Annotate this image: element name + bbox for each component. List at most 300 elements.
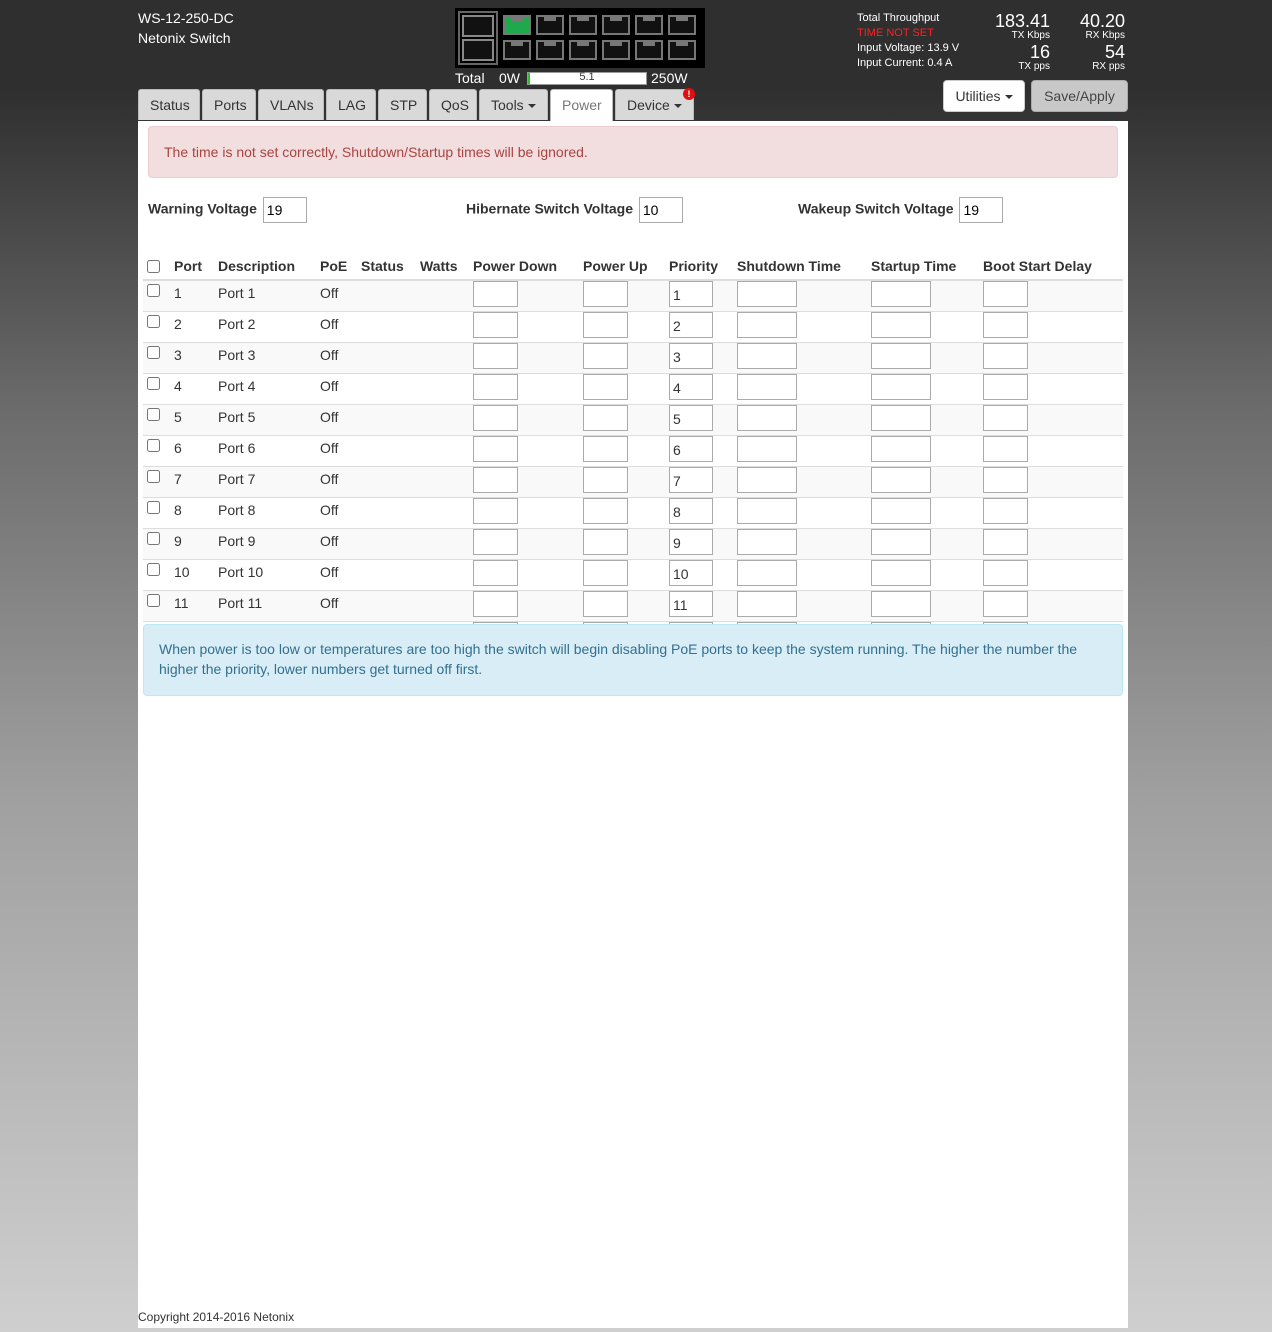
boot-start-delay-cell: [979, 374, 1123, 405]
power-down-input[interactable]: [473, 560, 518, 586]
power-down-cell: [469, 498, 579, 529]
shutdown-time-cell: [733, 467, 867, 498]
column-header: Power Up: [579, 253, 665, 280]
power-down-input[interactable]: [473, 312, 518, 338]
port-description: Port 8: [214, 498, 316, 529]
row-select-cell: [143, 529, 170, 560]
power-up-cell: [579, 560, 665, 591]
port-notch: [676, 16, 688, 21]
power-meter-bar: [527, 72, 647, 85]
shutdown-time-cell: [733, 280, 867, 312]
power-up-cell: [579, 529, 665, 560]
priority-input[interactable]: 3: [669, 343, 713, 369]
startup-time-cell: [867, 374, 979, 405]
power-down-input[interactable]: [473, 498, 518, 524]
row-checkbox[interactable]: [147, 439, 160, 452]
priority-cell: [665, 560, 733, 591]
row-select-cell: [143, 436, 170, 467]
priority-input[interactable]: 8: [669, 498, 713, 524]
priority-input[interactable]: 6: [669, 436, 713, 462]
poe-state: Off: [316, 436, 357, 467]
boot-start-delay-input[interactable]: [983, 436, 1028, 462]
row-checkbox[interactable]: [147, 563, 160, 576]
table-row: [143, 312, 1123, 343]
poe-state: Off: [316, 498, 357, 529]
tab-label: STP: [390, 97, 418, 113]
sfp-port-icon[interactable]: [462, 39, 494, 61]
startup-time-cell: [867, 343, 979, 374]
startup-time-cell: [867, 591, 979, 622]
shutdown-time-cell: [733, 436, 867, 467]
port-number: 10: [170, 560, 214, 591]
tab-label: VLANs: [270, 97, 314, 113]
port-notch: [544, 16, 556, 21]
column-header: Startup Time: [867, 253, 979, 280]
priority-info-alert: When power is too low or temperatures are too high the switch will begin disabling PoE ports to keep the system running. The higher the number the higher the priority, lower numbers get turned off first.: [143, 624, 1123, 696]
shutdown-time-input[interactable]: [737, 498, 797, 524]
power-down-cell: [469, 405, 579, 436]
column-header: Priority: [665, 253, 733, 280]
port-notch: [511, 16, 523, 21]
rx-kbps-value: 40.20: [1079, 11, 1125, 31]
shutdown-time-cell: [733, 529, 867, 560]
row-checkbox[interactable]: [147, 284, 160, 297]
wakeup-voltage-group: [798, 197, 1003, 223]
tab-label: Tools: [491, 97, 524, 113]
priority-cell: [665, 498, 733, 529]
boot-start-delay-input[interactable]: [983, 343, 1028, 369]
port-status: [357, 560, 416, 591]
boot-start-delay-input[interactable]: [983, 591, 1028, 617]
ethernet-port-icon[interactable]: [635, 15, 663, 35]
throughput-stats: [857, 11, 959, 71]
port-power-table: [143, 253, 1123, 652]
row-checkbox[interactable]: [147, 470, 160, 483]
port-watts: [416, 436, 469, 467]
power-up-input[interactable]: [583, 591, 628, 617]
port-number: 9: [170, 529, 214, 560]
port-watts: [416, 343, 469, 374]
wakeup-voltage-input[interactable]: [959, 197, 1003, 223]
tab-power[interactable]: [550, 89, 613, 121]
port-status: [357, 280, 416, 312]
row-checkbox[interactable]: [147, 408, 160, 421]
row-checkbox[interactable]: [147, 315, 160, 328]
shutdown-time-input[interactable]: [737, 374, 797, 400]
priority-cell: [665, 374, 733, 405]
poe-state: Off: [316, 467, 357, 498]
poe-state: Off: [316, 374, 357, 405]
port-status: [357, 405, 416, 436]
port-description: Port 4: [214, 374, 316, 405]
port-number: 1: [170, 280, 214, 312]
power-down-cell: [469, 560, 579, 591]
rx-pps-label: RX pps: [1092, 61, 1125, 72]
power-up-cell: [579, 467, 665, 498]
shutdown-time-cell: [733, 560, 867, 591]
port-watts: [416, 529, 469, 560]
shutdown-time-input[interactable]: [737, 281, 797, 307]
hibernate-voltage-label: Hibernate Switch Voltage: [466, 200, 633, 217]
switch-port-graphic: [455, 8, 705, 68]
port-notch: [610, 16, 622, 21]
port-description: Port 7: [214, 467, 316, 498]
row-select-cell: [143, 374, 170, 405]
power-up-cell: [579, 591, 665, 622]
boot-start-delay-input[interactable]: [983, 374, 1028, 400]
boot-start-delay-input[interactable]: [983, 405, 1028, 431]
ethernet-port-icon[interactable]: [668, 15, 696, 35]
port-notch: [676, 41, 688, 46]
port-number: 5: [170, 405, 214, 436]
port-description: Port 6: [214, 436, 316, 467]
row-select-cell: [143, 405, 170, 436]
save-apply-button[interactable]: Save/Apply: [1031, 80, 1128, 112]
power-up-cell: [579, 498, 665, 529]
port-watts: [416, 280, 469, 312]
device-identity: [138, 8, 234, 48]
column-header: Boot Start Delay: [979, 253, 1123, 280]
port-status: [357, 467, 416, 498]
port-status: [357, 436, 416, 467]
priority-input[interactable]: 2: [669, 312, 713, 338]
power-down-input[interactable]: [473, 281, 518, 307]
ethernet-port-icon[interactable]: [569, 15, 597, 35]
ethernet-port-icon[interactable]: [635, 40, 663, 60]
priority-input[interactable]: 11: [669, 591, 713, 617]
time-alert: The time is not set correctly, Shutdown/Startup times will be ignored.: [148, 126, 1118, 178]
tx-kbps-label: TX Kbps: [1011, 30, 1050, 41]
power-up-input[interactable]: [583, 498, 628, 524]
table-row: [143, 467, 1123, 498]
tab-tools[interactable]: [479, 89, 548, 120]
rx-pps-value: 54: [1104, 42, 1125, 62]
boot-start-delay-cell: [979, 560, 1123, 591]
boot-start-delay-input[interactable]: [983, 467, 1028, 493]
row-checkbox[interactable]: [147, 501, 160, 514]
column-header: Power Down: [469, 253, 579, 280]
power-down-input[interactable]: [473, 374, 518, 400]
shutdown-time-cell: [733, 343, 867, 374]
tab-label: Status: [150, 97, 190, 113]
table-header-row: [143, 253, 1123, 280]
ethernet-port-icon[interactable]: [668, 40, 696, 60]
tab-label: Ports: [214, 97, 247, 113]
port-notch: [511, 41, 523, 46]
power-down-input[interactable]: [473, 436, 518, 462]
rx-pps-metric: [1055, 43, 1125, 72]
poe-state: Off: [316, 560, 357, 591]
port-watts: [416, 498, 469, 529]
ethernet-port-icon[interactable]: [503, 40, 531, 60]
chevron-down-icon: [1005, 95, 1013, 99]
shutdown-time-cell: [733, 374, 867, 405]
poe-state: Off: [316, 529, 357, 560]
port-notch: [577, 41, 589, 46]
priority-cell: [665, 405, 733, 436]
tab-vlans[interactable]: [258, 89, 324, 120]
port-watts: [416, 560, 469, 591]
power-meter-label: Total: [455, 70, 485, 86]
tx-pps-metric: [980, 43, 1050, 72]
column-header: Port: [170, 253, 214, 280]
port-number: 8: [170, 498, 214, 529]
startup-time-cell: [867, 467, 979, 498]
shutdown-time-input[interactable]: [737, 405, 797, 431]
startup-time-input[interactable]: [871, 498, 931, 524]
port-notch: [643, 16, 655, 21]
poe-state: Off: [316, 343, 357, 374]
boot-start-delay-cell: [979, 529, 1123, 560]
time-not-set-warning: TIME NOT SET: [857, 27, 934, 39]
row-checkbox[interactable]: [147, 594, 160, 607]
port-description: Port 2: [214, 312, 316, 343]
tab-label: Power: [562, 97, 602, 113]
port-status: [357, 529, 416, 560]
boot-start-delay-input[interactable]: [983, 560, 1028, 586]
startup-time-cell: [867, 529, 979, 560]
boot-start-delay-cell: [979, 280, 1123, 312]
priority-input[interactable]: 9: [669, 529, 713, 555]
priority-input[interactable]: 5: [669, 405, 713, 431]
power-up-input[interactable]: [583, 529, 628, 555]
row-select-cell: [143, 498, 170, 529]
startup-time-input[interactable]: [871, 374, 931, 400]
power-up-cell: [579, 280, 665, 312]
tx-pps-value: 16: [1029, 42, 1050, 62]
table-row: [143, 591, 1123, 622]
warning-voltage-label: Warning Voltage: [148, 200, 257, 217]
shutdown-time-input[interactable]: [737, 312, 797, 338]
table-row: [143, 280, 1123, 312]
tab-lag[interactable]: [326, 89, 376, 120]
startup-time-input[interactable]: [871, 343, 931, 369]
startup-time-input[interactable]: [871, 591, 931, 617]
shutdown-time-input[interactable]: [737, 560, 797, 586]
ethernet-port-icon[interactable]: [569, 40, 597, 60]
poe-state: Off: [316, 591, 357, 622]
port-description: Port 3: [214, 343, 316, 374]
priority-cell: [665, 467, 733, 498]
power-up-input[interactable]: [583, 312, 628, 338]
tab-stp[interactable]: [378, 89, 427, 120]
power-up-input[interactable]: [583, 374, 628, 400]
wakeup-voltage-label: Wakeup Switch Voltage: [798, 200, 954, 217]
port-description: Port 9: [214, 529, 316, 560]
power-up-input[interactable]: [583, 436, 628, 462]
port-status: [357, 312, 416, 343]
column-header: Description: [214, 253, 316, 280]
priority-input[interactable]: 4: [669, 374, 713, 400]
ethernet-port-icon[interactable]: [602, 15, 630, 35]
power-up-cell: [579, 312, 665, 343]
shutdown-time-cell: [733, 312, 867, 343]
port-watts: [416, 467, 469, 498]
power-up-input[interactable]: [583, 467, 628, 493]
select-all-checkbox[interactable]: [147, 260, 160, 273]
power-down-input[interactable]: [473, 405, 518, 431]
power-meter-value: 5.1: [579, 71, 595, 83]
column-header: Shutdown Time: [733, 253, 867, 280]
table-row: [143, 343, 1123, 374]
ethernet-port-icon[interactable]: [536, 15, 564, 35]
power-down-input[interactable]: [473, 467, 518, 493]
row-checkbox[interactable]: [147, 346, 160, 359]
port-number: 2: [170, 312, 214, 343]
ethernet-port-icon[interactable]: [602, 40, 630, 60]
power-down-cell: [469, 436, 579, 467]
boot-start-delay-cell: [979, 467, 1123, 498]
power-up-input[interactable]: [583, 343, 628, 369]
power-down-cell: [469, 343, 579, 374]
table-row: [143, 498, 1123, 529]
startup-time-cell: [867, 498, 979, 529]
shutdown-time-input[interactable]: [737, 467, 797, 493]
power-up-cell: [579, 436, 665, 467]
boot-start-delay-input[interactable]: [983, 529, 1028, 555]
tab-ports[interactable]: [202, 89, 256, 120]
tab-label: LAG: [338, 97, 367, 113]
power-up-input[interactable]: [583, 560, 628, 586]
shutdown-time-input[interactable]: [737, 343, 797, 369]
tab-label: QoS: [441, 97, 470, 113]
device-alert-badge: !: [683, 88, 695, 100]
sfp-port-icon[interactable]: [462, 15, 494, 37]
boot-start-delay-cell: [979, 312, 1123, 343]
shutdown-time-cell: [733, 591, 867, 622]
power-up-cell: [579, 374, 665, 405]
row-select-cell: [143, 467, 170, 498]
row-select-cell: [143, 343, 170, 374]
tab-qos[interactable]: [429, 89, 477, 120]
boot-start-delay-input[interactable]: [983, 498, 1028, 524]
input-voltage: Input Voltage: 13.9 V: [857, 42, 960, 54]
startup-time-input[interactable]: [871, 281, 931, 307]
poe-state: Off: [316, 280, 357, 312]
boot-start-delay-input[interactable]: [983, 312, 1028, 338]
startup-time-input[interactable]: [871, 405, 931, 431]
throughput-label: Total Throughput: [857, 12, 940, 24]
port-number: 6: [170, 436, 214, 467]
priority-cell: [665, 436, 733, 467]
port-notch: [610, 41, 622, 46]
row-select-cell: [143, 560, 170, 591]
shutdown-time-input[interactable]: [737, 529, 797, 555]
utilities-button[interactable]: [943, 80, 1025, 112]
port-description: Port 11: [214, 591, 316, 622]
boot-start-delay-cell: [979, 498, 1123, 529]
device-model: WS-12-250-DC: [138, 10, 234, 26]
utilities-label: Utilities: [955, 88, 1001, 104]
port-number: 7: [170, 467, 214, 498]
power-down-input[interactable]: [473, 591, 518, 617]
port-notch: [643, 41, 655, 46]
startup-time-cell: [867, 560, 979, 591]
row-checkbox[interactable]: [147, 532, 160, 545]
startup-time-cell: [867, 312, 979, 343]
port-number: 3: [170, 343, 214, 374]
priority-input[interactable]: 1: [669, 281, 713, 307]
table-row: [143, 436, 1123, 467]
power-meter-min: 0W: [499, 70, 520, 86]
port-status: [357, 498, 416, 529]
chevron-down-icon: [528, 104, 536, 108]
startup-time-input[interactable]: [871, 467, 931, 493]
power-down-cell: [469, 312, 579, 343]
column-header: Status: [357, 253, 416, 280]
priority-input[interactable]: 7: [669, 467, 713, 493]
power-meter-max: 250W: [651, 70, 688, 86]
rx-kbps-metric: [1055, 12, 1125, 41]
port-notch: [544, 41, 556, 46]
power-down-input[interactable]: [473, 529, 518, 555]
port-watts: [416, 405, 469, 436]
priority-cell: [665, 343, 733, 374]
select-all-cell: [143, 253, 170, 280]
shutdown-time-input[interactable]: [737, 436, 797, 462]
ethernet-port-icon[interactable]: [503, 15, 531, 35]
power-down-cell: [469, 529, 579, 560]
tab-status[interactable]: [138, 89, 200, 120]
row-select-cell: [143, 591, 170, 622]
power-down-input[interactable]: [473, 343, 518, 369]
hibernate-voltage-group: [466, 197, 683, 223]
ethernet-port-icon[interactable]: [536, 40, 564, 60]
port-number: 11: [170, 591, 214, 622]
startup-time-input[interactable]: [871, 560, 931, 586]
input-current: Input Current: 0.4 A: [857, 57, 953, 69]
tx-kbps-metric: [980, 12, 1050, 41]
warning-voltage-input[interactable]: [263, 197, 307, 223]
table-row: [143, 529, 1123, 560]
port-watts: [416, 591, 469, 622]
table-row: [143, 560, 1123, 591]
startup-time-cell: [867, 436, 979, 467]
startup-time-cell: [867, 405, 979, 436]
boot-start-delay-cell: [979, 405, 1123, 436]
tx-pps-label: TX pps: [1018, 61, 1050, 72]
power-up-input[interactable]: [583, 405, 628, 431]
power-up-cell: [579, 343, 665, 374]
shutdown-time-input[interactable]: [737, 591, 797, 617]
port-description: Port 1: [214, 280, 316, 312]
warning-voltage-group: [148, 197, 307, 223]
priority-cell: [665, 312, 733, 343]
row-checkbox[interactable]: [147, 377, 160, 390]
device-name: Netonix Switch: [138, 30, 231, 46]
startup-time-input[interactable]: [871, 529, 931, 555]
column-header: Watts: [416, 253, 469, 280]
chevron-down-icon: [674, 104, 682, 108]
priority-cell: [665, 529, 733, 560]
power-up-input[interactable]: [583, 281, 628, 307]
power-down-cell: [469, 280, 579, 312]
power-down-cell: [469, 591, 579, 622]
hibernate-voltage-input[interactable]: [639, 197, 683, 223]
startup-time-cell: [867, 280, 979, 312]
startup-time-input[interactable]: [871, 436, 931, 462]
poe-state: Off: [316, 405, 357, 436]
port-watts: [416, 312, 469, 343]
shutdown-time-cell: [733, 498, 867, 529]
shutdown-time-cell: [733, 405, 867, 436]
poe-state: Off: [316, 312, 357, 343]
port-status: [357, 343, 416, 374]
tx-kbps-value: 183.41: [994, 11, 1050, 31]
priority-input[interactable]: 10: [669, 560, 713, 586]
boot-start-delay-input[interactable]: [983, 281, 1028, 307]
startup-time-input[interactable]: [871, 312, 931, 338]
